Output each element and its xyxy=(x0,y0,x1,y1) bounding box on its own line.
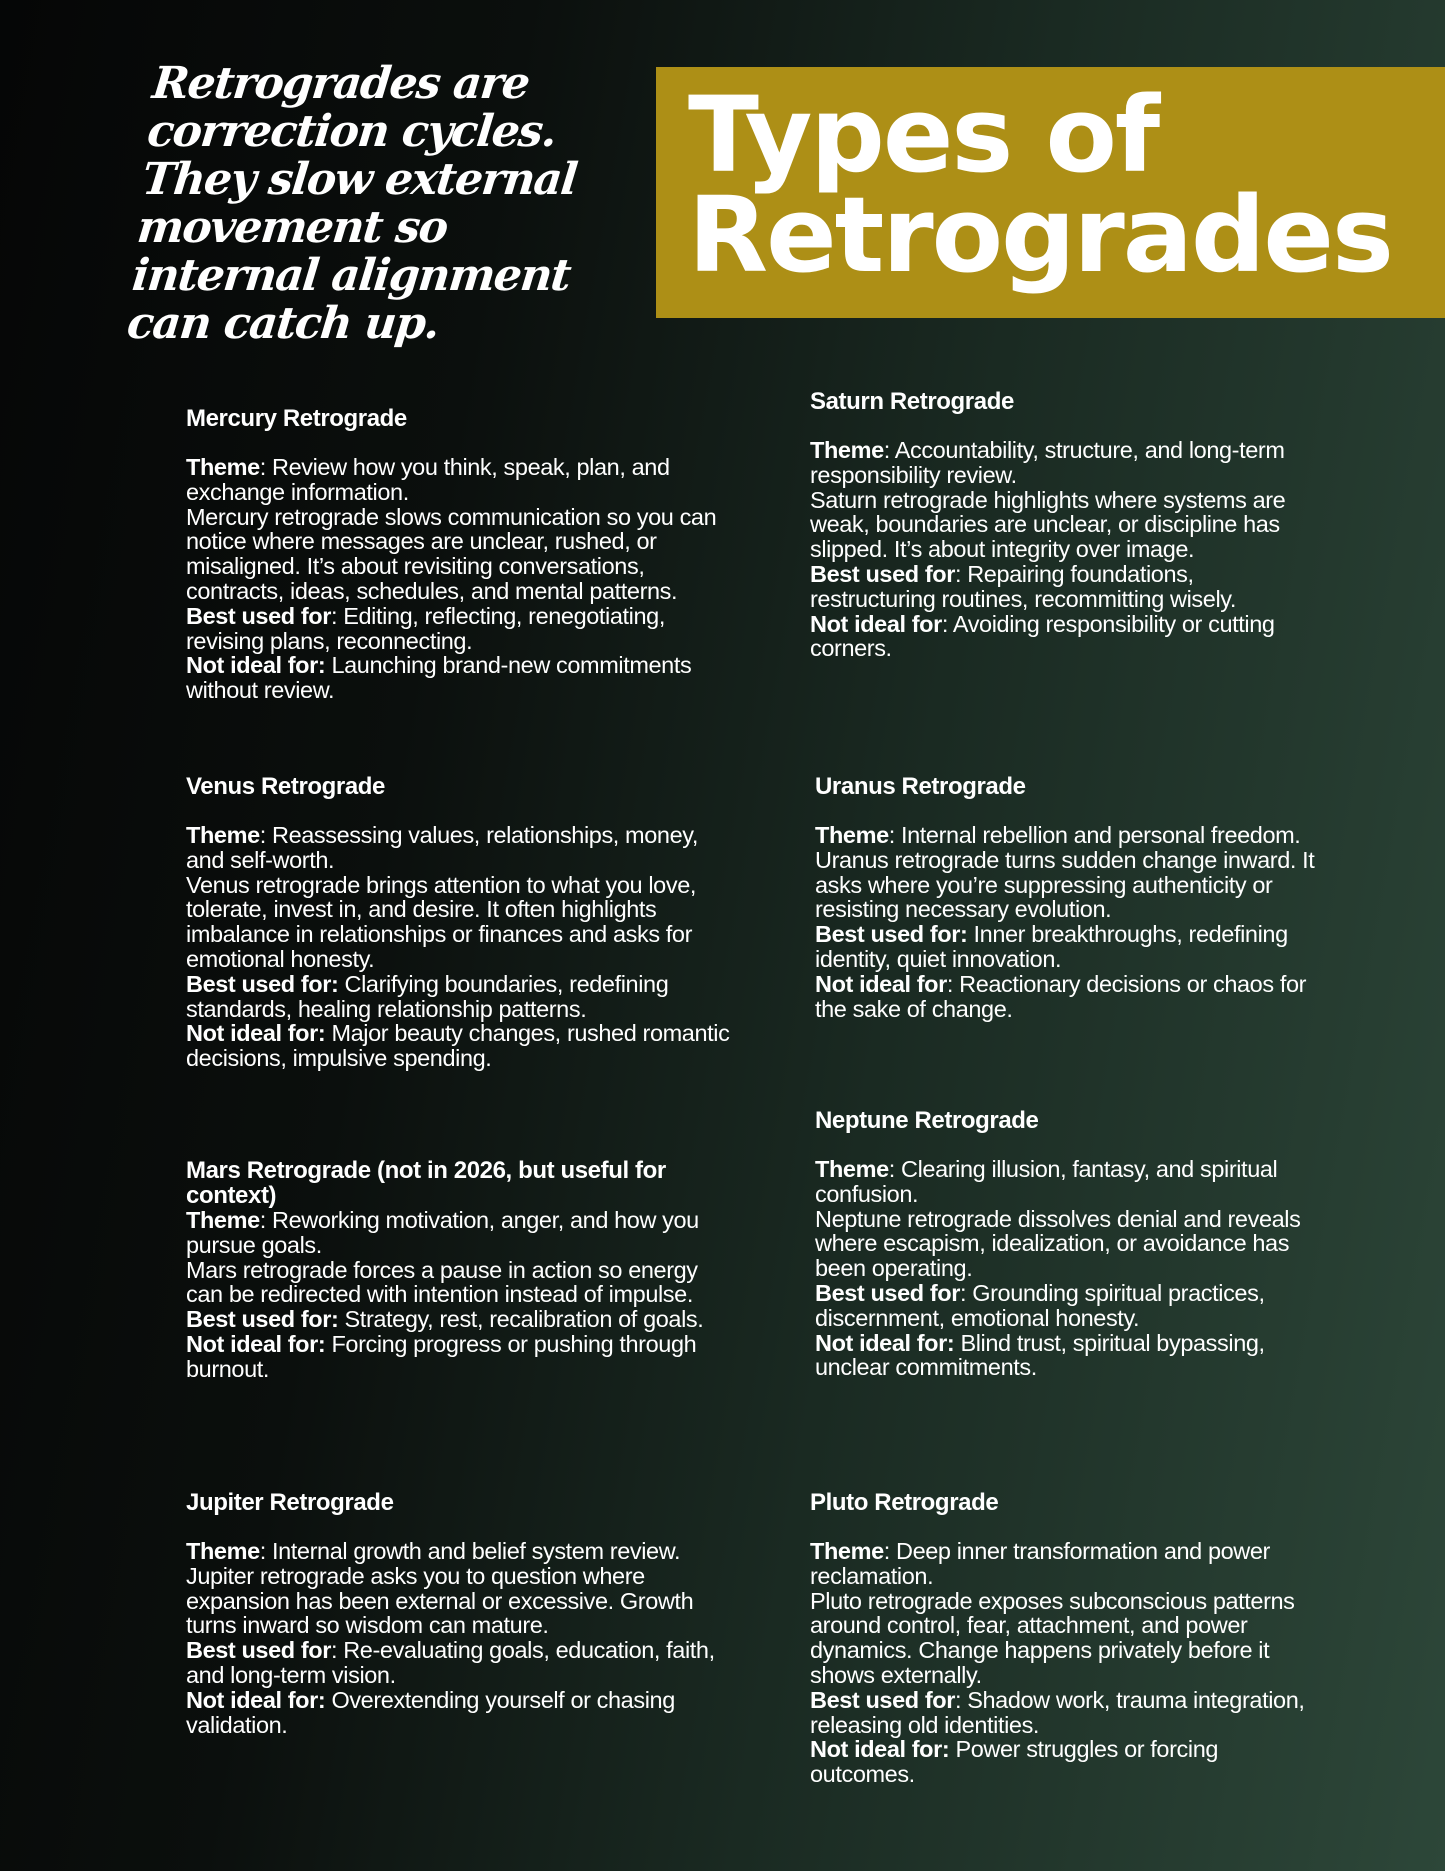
section-heading: Mercury Retrograde xyxy=(186,405,407,432)
not-line xyxy=(810,1737,1325,1787)
best-line xyxy=(186,1638,726,1688)
section-heading: Pluto Retrograde xyxy=(810,1489,999,1516)
theme-label: Theme xyxy=(815,822,889,848)
theme-line xyxy=(186,1539,726,1564)
not-line xyxy=(186,1021,731,1071)
description: Neptune retrograde dissolves denial and reveals where escapism, idealization, or avoidance has been operating. xyxy=(815,1205,1301,1282)
theme-text: : Review how you think, speak, plan, and exchange information. xyxy=(186,454,670,505)
theme-label: Theme xyxy=(810,437,884,463)
description: Venus retrograde brings attention to what you love, tolerate, invest in, and desire. It often highlights imbalance in relationships or finances and asks for emotional honesty. xyxy=(186,871,696,972)
not-text: Blind trust, spiritual bypassing, unclear commitments. xyxy=(815,1329,1265,1381)
best-text: : Grounding spiritual practices, discernment, emotional honesty. xyxy=(815,1279,1265,1331)
description: Uranus retrograde turns sudden change inward. It asks where you’re suppressing authenticity or resisting necessary evolution. xyxy=(815,846,1315,923)
best-label: Best used for: xyxy=(815,921,968,948)
best-label: Best used for xyxy=(810,1686,955,1713)
best-text: : Re-evaluating goals, education, faith, and long-term vision. xyxy=(186,1637,715,1688)
theme-line xyxy=(186,455,726,505)
best-line xyxy=(186,1307,731,1332)
not-label: Not ideal for: xyxy=(186,1330,326,1357)
theme-line xyxy=(810,438,1315,488)
not-label: Not ideal for: xyxy=(815,1329,955,1356)
not-text: Major beauty changes, rushed romantic decisions, impulsive spending. xyxy=(186,1020,730,1072)
section-jupiter xyxy=(186,1490,726,1737)
not-line xyxy=(186,1332,731,1382)
best-line xyxy=(810,562,1315,612)
section-venus xyxy=(186,774,731,1071)
not-label: Not ideal for: xyxy=(186,1020,326,1047)
theme-label: Theme xyxy=(186,1538,260,1564)
not-text: Overextending yourself or chasing validation. xyxy=(186,1686,675,1738)
best-line xyxy=(815,1281,1305,1331)
best-line xyxy=(815,922,1315,972)
best-text: : Shadow work, trauma integration, releasing old identities. xyxy=(810,1686,1305,1738)
not-line xyxy=(186,1688,726,1738)
not-label: Not ideal for xyxy=(810,610,942,637)
section-pluto xyxy=(810,1490,1325,1787)
not-line xyxy=(186,653,726,703)
section-saturn xyxy=(810,389,1315,661)
best-text: Inner breakthroughs, redefining identity, quiet innovation. xyxy=(815,921,1288,972)
theme-label: Theme xyxy=(810,1538,884,1564)
description: Mars retrograde forces a pause in action so energy can be redirected with intention instead of impulse. xyxy=(186,1256,698,1308)
section-mars xyxy=(186,1158,731,1382)
theme-line xyxy=(810,1539,1325,1589)
best-text: Strategy, rest, recalibration of goals. xyxy=(338,1306,704,1333)
best-label: Best used for: xyxy=(186,1306,339,1333)
intro-quote: Retrogrades are correction cycles. They slow external movement so internal alignment can catch up. xyxy=(124,58,579,349)
best-label: Best used for xyxy=(815,1279,960,1306)
theme-line xyxy=(186,1208,731,1258)
theme-text: : Internal growth and belief system review. xyxy=(259,1538,681,1564)
not-label: Not ideal for xyxy=(815,970,947,997)
not-text: Forcing progress or pushing through burnout. xyxy=(186,1330,697,1382)
page-title-line-2: Retrogrades xyxy=(688,174,1392,296)
section-mercury xyxy=(186,406,726,703)
section-heading: Neptune Retrograde xyxy=(815,1107,1039,1134)
not-text: Power struggles or forcing outcomes. xyxy=(810,1736,1219,1788)
theme-text: : Accountability, structure, and long-term responsibility review. xyxy=(810,437,1285,488)
section-heading: Saturn Retrograde xyxy=(810,388,1014,415)
section-neptune xyxy=(815,1108,1305,1380)
theme-line xyxy=(815,823,1315,848)
theme-text: : Reworking motivation, anger, and how you pursue goals. xyxy=(186,1207,699,1258)
not-label: Not ideal for: xyxy=(186,1686,326,1713)
description: Jupiter retrograde asks you to question where expansion has been external or excessive. Growth turns inward so wisdom can mature. xyxy=(186,1562,694,1639)
page-title-line-1: Types of xyxy=(688,74,1159,196)
best-label: Best used for xyxy=(810,560,955,587)
theme-text: : Internal rebellion and personal freedom. xyxy=(888,822,1301,848)
theme-line xyxy=(815,1157,1305,1207)
best-text: Clarifying boundaries, redefining standards, healing relationship patterns. xyxy=(186,970,669,1022)
theme-label: Theme xyxy=(815,1156,889,1182)
best-text: : Editing, reflecting, renegotiating, revising plans, reconnecting. xyxy=(186,602,665,654)
description: Mercury retrograde slows communication so you can notice where messages are unclear, rushed, or misaligned. It’s about revisiting conversations, contracts, ideas, schedules, and mental patterns. xyxy=(186,503,717,604)
not-label: Not ideal for: xyxy=(810,1736,950,1763)
best-line xyxy=(186,604,726,654)
theme-label: Theme xyxy=(186,822,260,848)
section-heading: Jupiter Retrograde xyxy=(186,1489,394,1516)
description: Pluto retrograde exposes subconscious patterns around control, fear, attachment, and power dynamics. Change happens privately before it shows externally. xyxy=(810,1587,1295,1688)
theme-label: Theme xyxy=(186,454,260,480)
theme-text: : Deep inner transformation and power reclamation. xyxy=(810,1538,1270,1589)
theme-line xyxy=(186,823,731,873)
section-heading: Venus Retrograde xyxy=(186,773,385,800)
not-text: : Avoiding responsibility or cutting corners. xyxy=(810,610,1275,662)
best-line xyxy=(810,1688,1325,1738)
not-line xyxy=(815,1331,1305,1381)
best-label: Best used for xyxy=(186,602,331,629)
section-heading: Mars Retrograde (not in 2026, but useful for context) xyxy=(186,1157,666,1209)
not-label: Not ideal for: xyxy=(186,652,326,679)
best-label: Best used for xyxy=(186,1637,331,1664)
not-text: Launching brand-new commitments without review. xyxy=(186,652,692,704)
theme-text: : Reassessing values, relationships, money, and self-worth. xyxy=(186,822,698,873)
not-line xyxy=(810,612,1315,662)
best-text: : Repairing foundations, restructuring routines, recommitting wisely. xyxy=(810,560,1236,612)
page-title xyxy=(688,74,1392,296)
not-text: : Reactionary decisions or chaos for the sake of change. xyxy=(815,970,1307,1022)
best-line xyxy=(186,972,731,1022)
description: Saturn retrograde highlights where systems are weak, boundaries are unclear, or discipline has slipped. It’s about integrity over image. xyxy=(810,486,1286,563)
theme-label: Theme xyxy=(186,1207,260,1233)
not-line xyxy=(815,972,1315,1022)
section-heading: Uranus Retrograde xyxy=(815,773,1026,800)
theme-text: : Clearing illusion, fantasy, and spiritual confusion. xyxy=(815,1156,1278,1207)
section-uranus xyxy=(815,774,1315,1021)
best-label: Best used for: xyxy=(186,970,339,997)
title-banner xyxy=(656,67,1445,318)
